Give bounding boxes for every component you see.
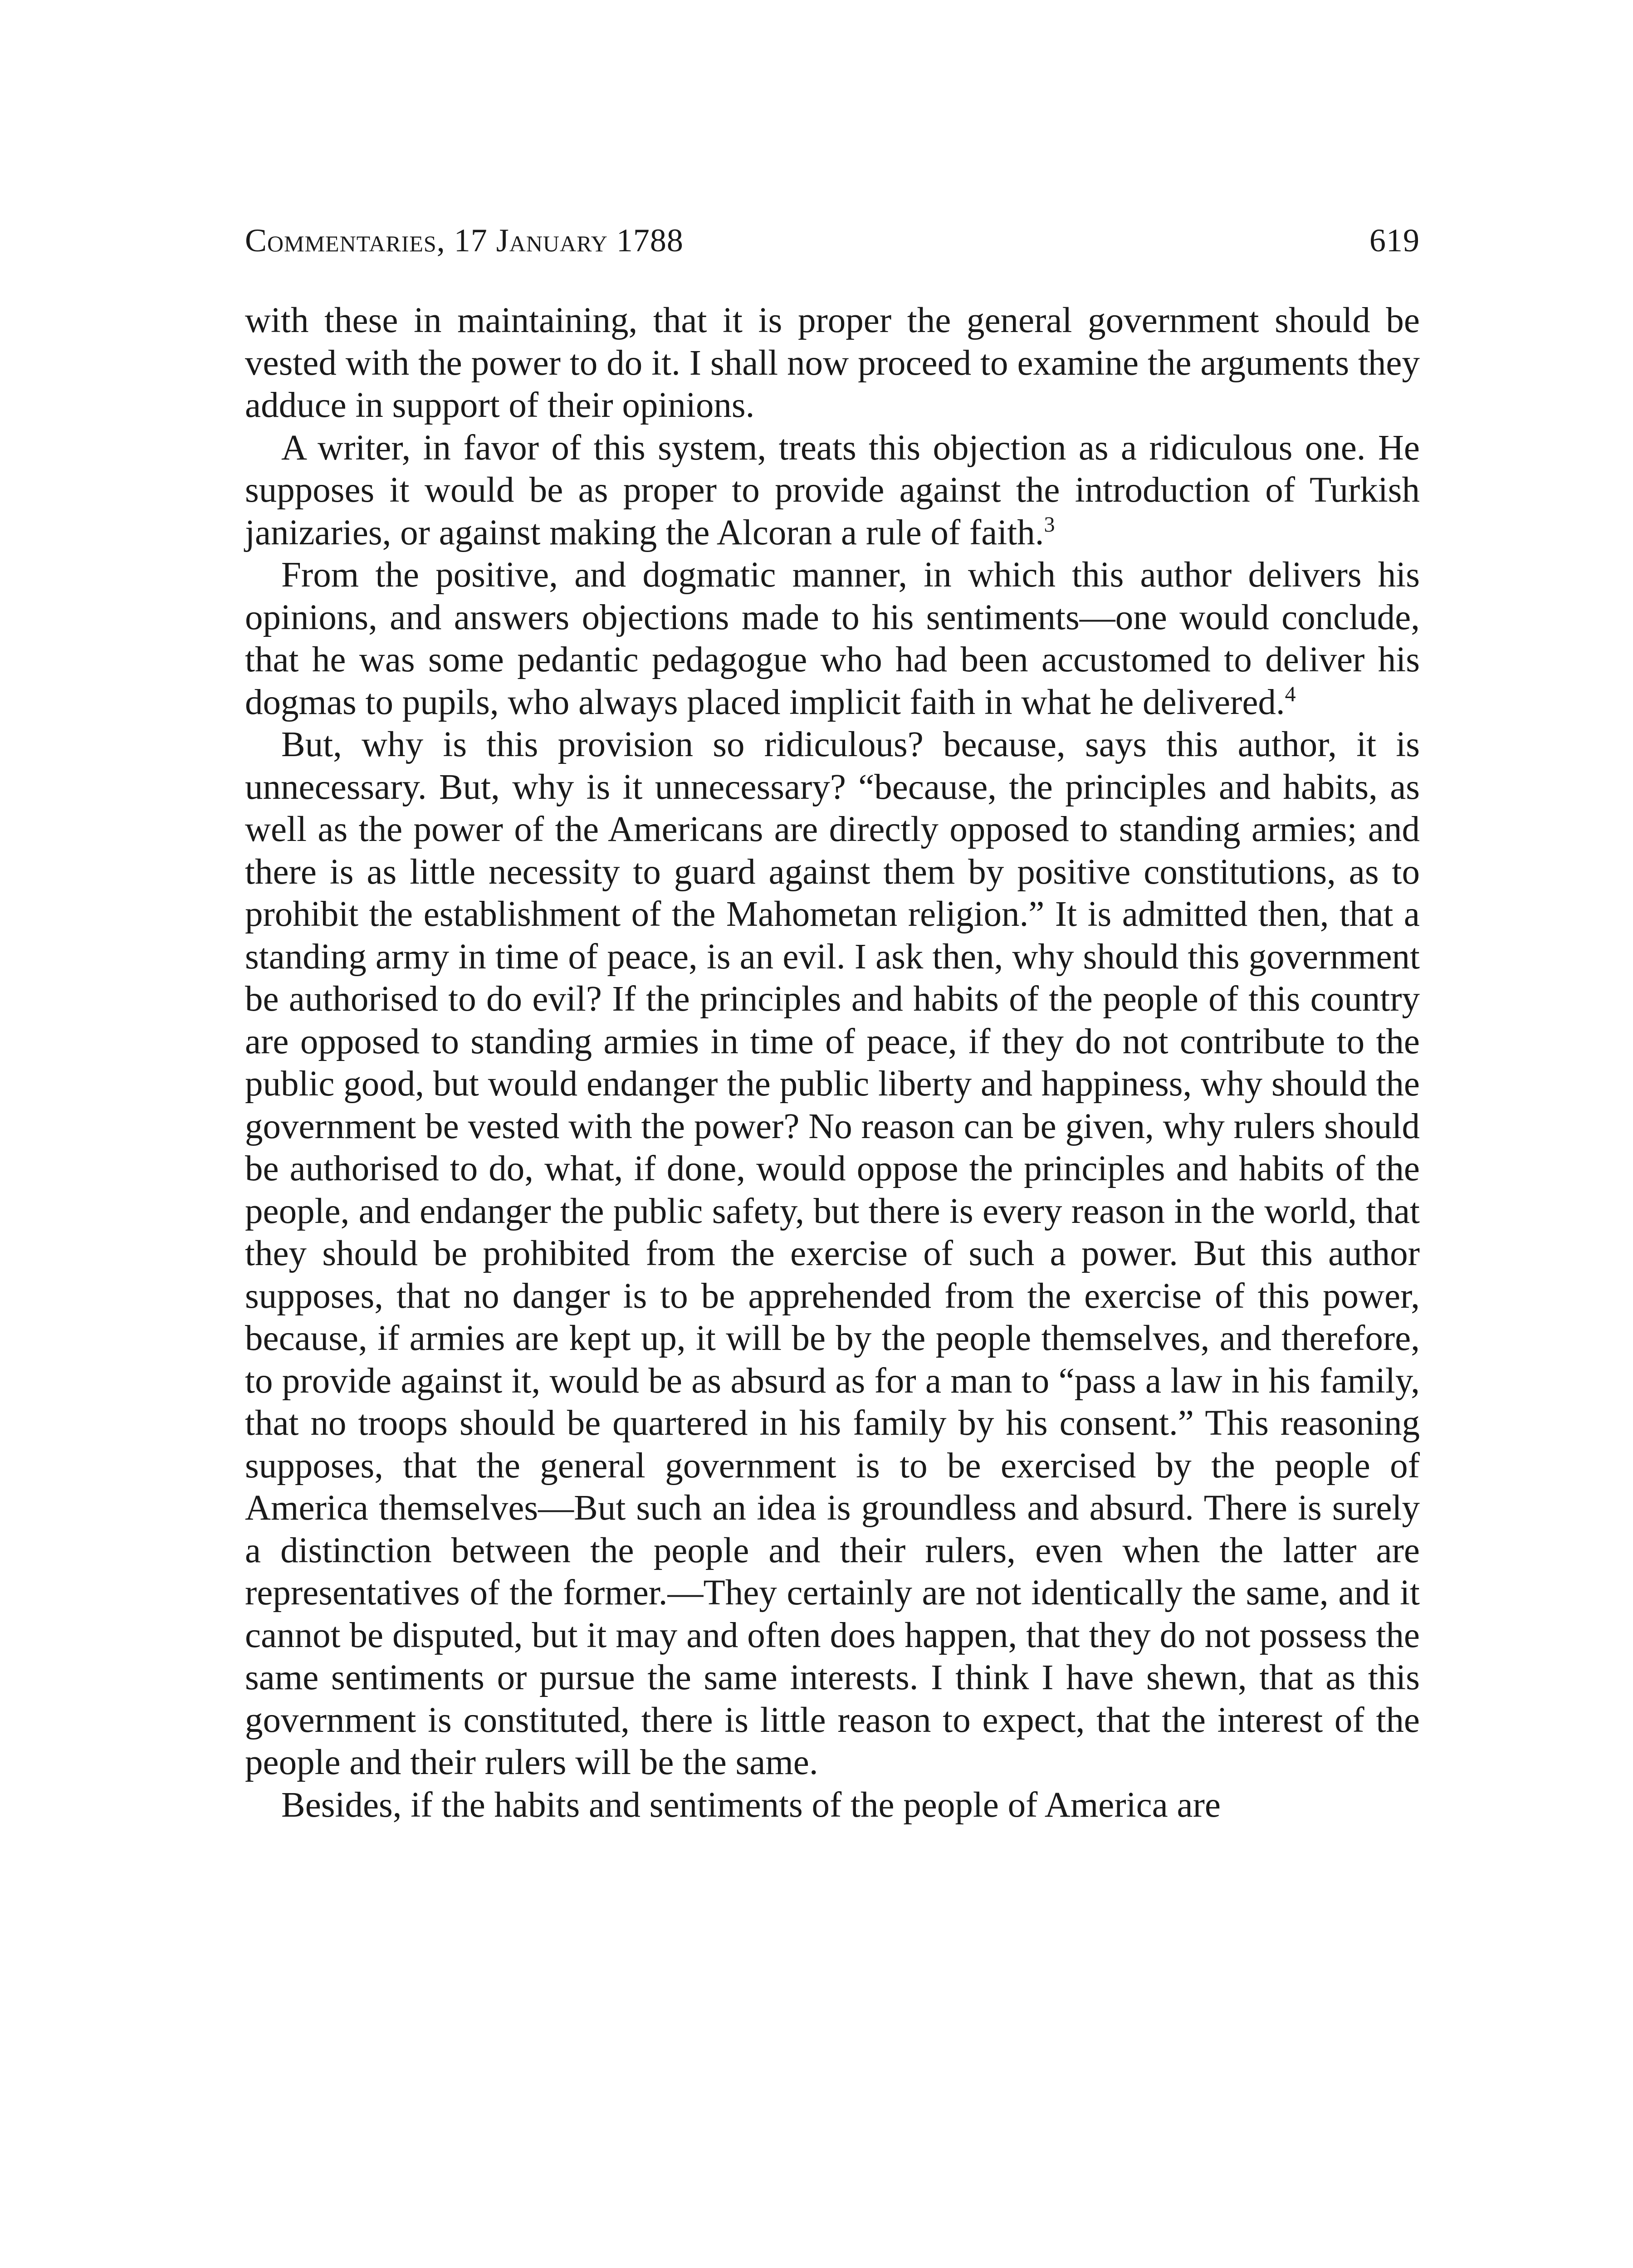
- paragraph: [245, 554, 1420, 723]
- paragraph: [245, 1784, 1420, 1827]
- running-head: [245, 213, 1420, 268]
- paragraph: [245, 299, 1420, 427]
- body-text: [245, 299, 1420, 1826]
- footnote-marker: 3: [1044, 512, 1055, 537]
- paragraph: [245, 427, 1420, 554]
- paragraph-text: From the positive, and dogmatic manner, in which this author delivers his opinions, and answers objections made to his sentiments—one would conclude, that he was some pedantic pedagogue who had been accustomed to deliver his dogmas to pupils, who always placed implicit faith in what he delivered.: [245, 555, 1420, 722]
- paragraph-text: A writer, in favor of this system, treats this objection as a ridiculous one. He supposes it would be as proper to provide against the introduction of Turkish janizaries, or against making the Alcoran a rule of faith.: [245, 428, 1420, 552]
- paragraph: [245, 723, 1420, 1784]
- paragraph-text: with these in maintaining, that it is proper the general government should be vested with the power to do it. I shall now proceed to examine the arguments they adduce in support of their opinions.: [245, 301, 1420, 425]
- footnote-marker: 4: [1285, 682, 1296, 706]
- page-number: 619: [1369, 222, 1420, 259]
- paragraph-text: But, why is this provision so ridiculous? because, says this author, it is unnecessary. But, why is it unnecessary? “because, the principles and habits, as well as the power of the Americans are directly opposed to standing armies; and there is as little necessity to guard against them by positive constitutions, as to prohibit the establishment of the Mahometan religion.” It is admitted then, that a standing army in time of peace, is an evil. I ask then, why should this government be authorised to do evil? If the principles and habits of the people of this country are opposed to standing armies in time of peace, if they do not contribute to the public good, but would endanger the public liberty and happiness, why should the government be vested with the power? No reason can be given, why rulers should be authorised to do, what, if done, would oppose the principles and habits of the people, and endanger the public safety, but there is every reason in the world, that they should be prohibited from the exercise of such a power. But this author supposes, that no danger is to be apprehended from the exercise of this power, because, if armies are kept up, it will be by the people themselves, and therefore, to provide against it, would be as absurd as for a man to “pass a law in his family, that no troops should be quartered in his family by his consent.” This reasoning supposes, that the general government is to be exercised by the people of America themselves—But such an idea is groundless and absurd. There is surely a distinction between the people and their rulers, even when the latter are representatives of the former.—They certainly are not identically the same, and it cannot be disputed, but it may and often does happen, that they do not possess the same sentiments or pursue the same interests. I think I have shewn, that as this government is constituted, there is little reason to expect, that the interest of the people and their rulers will be the same.: [245, 725, 1420, 1782]
- paragraph-text: Besides, if the habits and sentiments of the people of America are: [281, 1785, 1221, 1825]
- running-head-title: Commentaries, 17 January 1788: [245, 222, 684, 259]
